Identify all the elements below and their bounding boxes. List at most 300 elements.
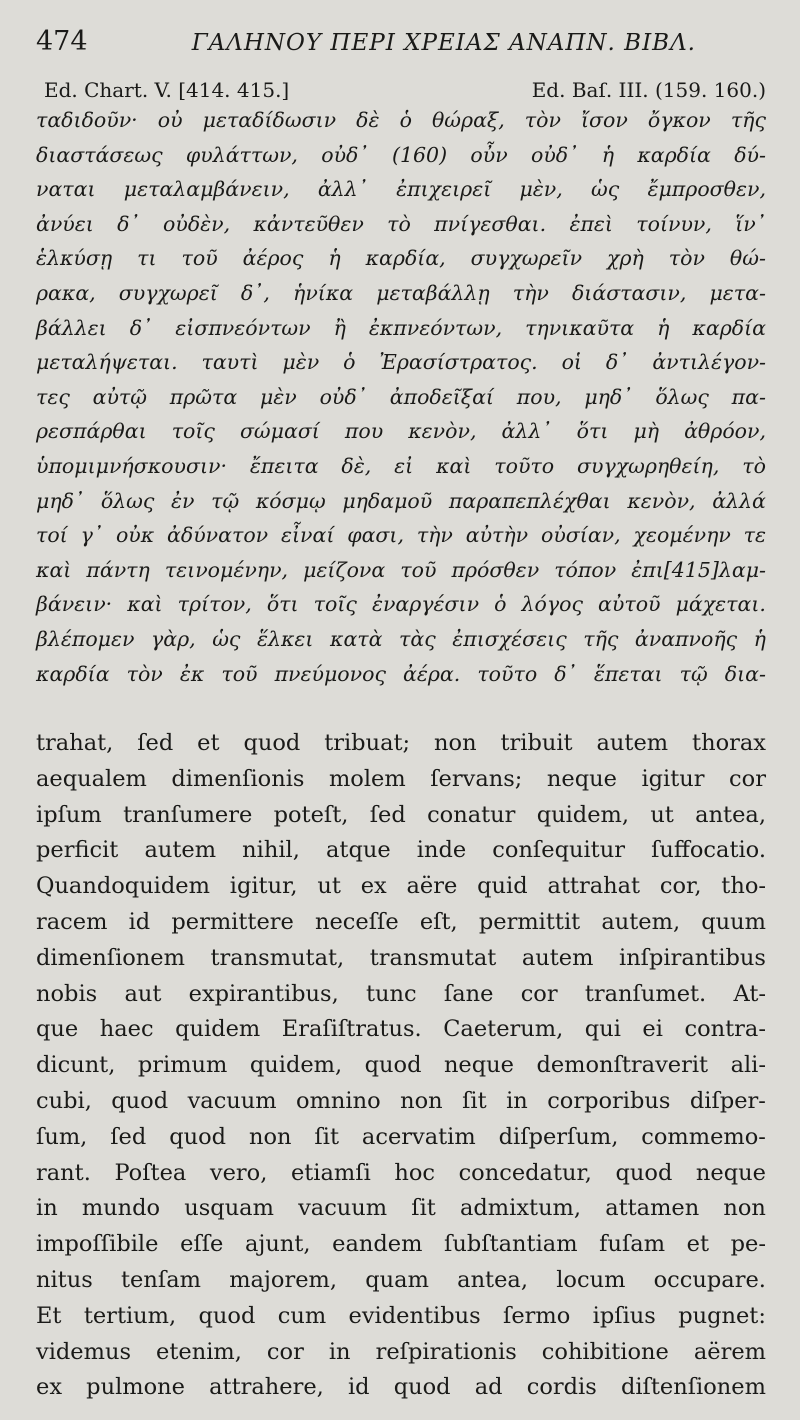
- word: transmutat,: [210, 944, 345, 971]
- word: transmutat: [369, 944, 497, 971]
- greek-text-line: [36, 142, 766, 173]
- word: corporibus: [547, 1088, 671, 1114]
- word: pe-: [730, 1231, 766, 1258]
- word: ἀποδεῖξαί: [389, 384, 494, 409]
- word: attrahere,: [209, 1374, 324, 1401]
- word: μετα-: [709, 281, 766, 305]
- word: tunc: [366, 980, 417, 1007]
- word: quod: [169, 1123, 227, 1150]
- edition-references: [36, 80, 766, 104]
- latin-text-line: [36, 732, 766, 762]
- word: οὐδὲν,: [163, 211, 231, 236]
- word: ρακα,: [36, 281, 96, 305]
- word: ἀλλ᾽: [317, 177, 368, 202]
- word: usquam: [184, 1195, 274, 1222]
- word: ταδιδοῦν·: [36, 108, 138, 132]
- word: tribuat;: [324, 730, 411, 756]
- word: quod: [243, 730, 301, 756]
- latin-text-line: [36, 1197, 766, 1227]
- word: κενὸν,: [408, 419, 477, 444]
- word: antea,: [695, 801, 766, 828]
- word: δ᾽: [129, 315, 153, 340]
- word: τε: [743, 523, 766, 548]
- word: Et: [36, 1302, 62, 1329]
- latin-text-line: [36, 1376, 766, 1406]
- word: ὅτι: [576, 419, 609, 444]
- basel-edition-ref: Ed. Baſ. III. (159. 160.): [531, 78, 766, 102]
- word: hoc: [394, 1159, 435, 1186]
- word: cor: [520, 980, 558, 1007]
- chartier-edition-ref: Ed. Chart. V. [414. 415.]: [44, 78, 290, 102]
- word: καρδία: [36, 661, 110, 686]
- latin-text-line: [36, 1159, 766, 1192]
- word: vacuum: [298, 1195, 388, 1222]
- word: nitus: [36, 1267, 93, 1293]
- word: aërem: [693, 1338, 766, 1365]
- word: τοί: [36, 523, 68, 548]
- word: συγχωρεῖ: [118, 281, 218, 305]
- word: τι: [137, 246, 157, 271]
- word: non: [400, 1088, 443, 1114]
- word: ἀναπνοῆς: [634, 627, 738, 651]
- word: eſſe: [180, 1231, 224, 1258]
- word: ἢ: [333, 315, 346, 340]
- greek-text-line: [36, 488, 766, 519]
- word: ταυτὶ: [201, 350, 259, 375]
- word: Quandoquidem: [36, 873, 210, 900]
- word: ſane: [443, 980, 494, 1007]
- word: id: [128, 909, 151, 935]
- word: eandem: [332, 1231, 423, 1258]
- word: attrahat: [547, 873, 641, 900]
- word: ſit: [411, 1195, 436, 1222]
- word: φυλάττων,: [185, 142, 298, 167]
- word: βάνειν·: [36, 592, 113, 617]
- word: permittit: [478, 909, 581, 935]
- word: τοῦ: [400, 557, 437, 582]
- word: ἀδύνατον: [167, 523, 269, 548]
- word: πρῶτα: [169, 384, 238, 409]
- word: τοῦ: [181, 246, 218, 271]
- word: τὸν: [668, 246, 705, 271]
- word: ἡ: [601, 142, 615, 167]
- word: igitur: [641, 765, 705, 792]
- word: δ᾽: [605, 350, 629, 375]
- word: dimenſionem: [36, 944, 185, 971]
- word: evidentibus: [348, 1302, 481, 1329]
- word: τὸ: [742, 454, 766, 478]
- word: neque: [443, 1052, 514, 1079]
- word: μεταλαμβάνειν,: [123, 177, 290, 202]
- word: tertium,: [83, 1302, 177, 1329]
- word: molem: [328, 765, 406, 792]
- word: ἀθρόον,: [684, 419, 766, 444]
- word: κόσμῳ: [255, 488, 326, 513]
- word: cohibitione: [541, 1338, 669, 1365]
- word: autem,: [601, 909, 681, 935]
- word: autem: [144, 837, 217, 864]
- word: haec: [99, 1016, 154, 1043]
- word: ὁ: [494, 592, 507, 617]
- word: ſuffocatio.: [651, 837, 766, 864]
- word: χρὴ: [607, 246, 644, 271]
- greek-text-line: [36, 352, 766, 380]
- word: tranſumere: [123, 801, 253, 828]
- word: τες: [36, 384, 70, 409]
- greek-text-line: [36, 384, 766, 415]
- word: cordis: [526, 1374, 597, 1401]
- word: μηδαμοῦ: [342, 488, 433, 513]
- word: ὅτι: [266, 592, 299, 617]
- latin-text-line: [36, 980, 766, 1013]
- word: καὶ: [127, 592, 163, 617]
- word: perficit: [36, 837, 119, 864]
- word: ρεσπάρθαι: [36, 419, 147, 444]
- word: τὸν: [524, 108, 561, 132]
- word: εἶναί: [280, 523, 335, 548]
- word: Ἐρασίστρατος.: [379, 350, 538, 375]
- word: antea,: [457, 1267, 528, 1293]
- word: eſt,: [419, 909, 458, 935]
- word: racem: [36, 909, 108, 935]
- word: μηδ᾽: [36, 488, 85, 513]
- word: ſit: [462, 1088, 487, 1114]
- word: ναται: [36, 177, 96, 202]
- word: μείζονα: [303, 557, 386, 582]
- word: φασι,: [347, 523, 404, 548]
- word: etenim,: [156, 1338, 242, 1365]
- word: ſed: [137, 730, 174, 756]
- greek-text-line: [36, 525, 766, 553]
- word: μὴ: [633, 419, 660, 444]
- word: ὅλως: [655, 384, 709, 409]
- word: δια-: [724, 661, 766, 686]
- word: quam: [365, 1267, 429, 1293]
- word: μὲν: [282, 350, 320, 375]
- word: ἔμπροσθεν,: [647, 177, 766, 202]
- latin-text-line: [36, 1054, 766, 1084]
- word: μεταδίδωσιν: [202, 108, 337, 132]
- word: contra-: [684, 1016, 766, 1043]
- word: ſum,: [36, 1123, 88, 1150]
- word: inde: [416, 837, 467, 864]
- word: ἐπιχειρεῖ: [396, 177, 492, 202]
- word: neceſſe: [315, 909, 399, 935]
- word: λόγος: [521, 592, 583, 617]
- word: δύ-: [734, 142, 766, 167]
- word: αὐτοῦ: [598, 592, 661, 617]
- word: συγχωρηθείη,: [577, 454, 720, 478]
- word: τοῦ: [221, 661, 258, 686]
- word: cor: [729, 765, 766, 792]
- word: δ᾽,: [240, 281, 270, 305]
- word: vacuum: [187, 1088, 277, 1114]
- word: πα-: [731, 384, 766, 409]
- word: primum: [137, 1052, 228, 1079]
- latin-text-line: [36, 1302, 766, 1335]
- word: οὐδ᾽: [531, 142, 579, 167]
- word: μὲν: [259, 384, 297, 409]
- word: τοίνυν,: [636, 211, 712, 236]
- word: admixtum,: [459, 1195, 582, 1222]
- word: non: [723, 1195, 766, 1222]
- word: cor,: [659, 873, 702, 900]
- word: ἡ: [328, 246, 341, 271]
- word: conſequitur: [492, 837, 625, 864]
- word: ἐπισχέσεις: [452, 627, 567, 651]
- word: thorax: [692, 730, 766, 756]
- word: πάντη: [86, 557, 150, 582]
- word: aequalem: [36, 765, 147, 792]
- word: τὴν: [416, 523, 453, 548]
- word: ὄγκον: [647, 108, 711, 132]
- word: id: [347, 1374, 370, 1401]
- word: ἐπεὶ: [569, 211, 613, 236]
- word: nihil,: [242, 837, 300, 864]
- word: ἀέρα.: [403, 661, 461, 686]
- word: τοῦτο: [494, 454, 555, 478]
- word: τοῖς: [171, 419, 215, 444]
- word: μηδ᾽: [584, 384, 633, 409]
- word: tribuit: [500, 730, 573, 756]
- word: ἡ: [753, 627, 766, 651]
- word: βάλλει: [36, 315, 107, 340]
- word: cubi,: [36, 1088, 92, 1114]
- latin-text-line: [36, 1233, 766, 1263]
- word: permittere: [171, 909, 294, 935]
- word: διαστάσεως: [36, 142, 163, 167]
- word: ſed: [369, 801, 406, 828]
- latin-text-line: [36, 1123, 766, 1156]
- word: τρίτον,: [177, 592, 252, 617]
- word: ἀλλά: [712, 488, 766, 513]
- word: fuſam: [599, 1231, 666, 1258]
- word: πνίγεσθαι.: [434, 211, 547, 236]
- word: τὸν: [126, 661, 163, 686]
- word: diſper-: [689, 1088, 766, 1114]
- word: χεομένην: [633, 523, 731, 548]
- word: ἴσον: [581, 108, 628, 132]
- word: μεταλήψεται.: [36, 350, 178, 375]
- word: που,: [516, 384, 562, 409]
- word: ali-: [730, 1052, 766, 1079]
- word: ὡς: [212, 627, 241, 651]
- word: οὐδ᾽: [321, 142, 369, 167]
- word: ἵν᾽: [735, 211, 766, 236]
- word: ipſum: [36, 801, 102, 828]
- word: τὸ: [387, 211, 411, 236]
- word: omnino: [296, 1088, 381, 1114]
- word: ἔπειτα: [249, 454, 319, 478]
- word: ad: [474, 1374, 503, 1401]
- latin-text-line: [36, 1338, 766, 1371]
- word: καρδία: [692, 315, 766, 340]
- word: inſpirantibus: [619, 944, 766, 971]
- word: τοῦτο: [477, 661, 538, 686]
- word: pulmone: [86, 1374, 185, 1401]
- word: Caeterum,: [443, 1016, 564, 1043]
- word: ὑπομιμνήσκουσιν·: [36, 454, 227, 478]
- word: οὐκ: [115, 523, 155, 548]
- latin-text-line: [36, 1090, 766, 1120]
- word: vero,: [209, 1159, 268, 1186]
- word: concedatur,: [458, 1159, 592, 1186]
- word: ἕλκει: [256, 627, 314, 651]
- word: cum: [277, 1302, 327, 1329]
- word: αὐτῷ: [92, 384, 147, 409]
- word: οὐ: [157, 108, 183, 132]
- word: ſubſtantiam: [444, 1231, 578, 1258]
- latin-text-line: [36, 765, 766, 798]
- word: βλέπομεν: [36, 627, 135, 651]
- word: ἕπεται: [593, 661, 663, 686]
- word: non: [434, 730, 477, 756]
- word: quidem,: [249, 1052, 343, 1079]
- word: ἐκπνεόντων,: [368, 315, 503, 340]
- word: quid: [477, 873, 528, 900]
- greek-text-line: [36, 594, 766, 622]
- word: atque: [326, 837, 391, 864]
- latin-text-line: [36, 875, 766, 905]
- word: πρόσθεν: [451, 557, 540, 582]
- page-number: 474: [36, 26, 88, 57]
- word: δ᾽: [554, 661, 577, 686]
- word: ἡνίκα: [293, 281, 354, 305]
- word: pugnet:: [678, 1302, 766, 1329]
- word: cor: [266, 1338, 304, 1365]
- word: μάχεται.: [675, 592, 766, 617]
- word: οὐδ᾽: [319, 384, 367, 409]
- word: ſermo: [503, 1302, 571, 1329]
- word: locum: [556, 1267, 626, 1293]
- word: ajunt,: [244, 1231, 311, 1258]
- word: etiamſi: [290, 1159, 371, 1186]
- word: οὐσίαν,: [541, 523, 621, 548]
- greek-text-line: [36, 248, 766, 276]
- word: καὶ: [436, 454, 472, 478]
- word: quum: [701, 909, 766, 935]
- word: poteſt,: [273, 801, 349, 828]
- word: ut: [317, 873, 341, 900]
- word: ei: [642, 1016, 663, 1043]
- word: aëre: [406, 873, 458, 900]
- word: expirantibus,: [188, 980, 339, 1007]
- word: θώ-: [729, 246, 766, 271]
- word: neque: [695, 1159, 766, 1186]
- word: ut: [650, 801, 674, 828]
- word: acervatim: [361, 1123, 476, 1150]
- word: μὲν,: [519, 177, 563, 202]
- word: diſtenſionem: [620, 1374, 766, 1401]
- latin-text-line: [36, 1018, 766, 1048]
- word: τηνικαῦτα: [525, 315, 635, 340]
- word: τεινομένην,: [164, 557, 289, 582]
- greek-text-line: [36, 421, 766, 449]
- word: commemo-: [641, 1123, 766, 1150]
- word: tho-: [721, 873, 766, 900]
- word: οἱ: [561, 350, 582, 375]
- word: ὅλως: [100, 488, 155, 513]
- word: ὡς: [591, 177, 620, 202]
- greek-text-line: [36, 283, 766, 311]
- word: ſervans;: [430, 765, 523, 792]
- greek-text-line: [36, 456, 766, 484]
- word: ἀντιλέγον-: [652, 350, 766, 375]
- word: ſit: [314, 1123, 339, 1150]
- word: μεταβάλλῃ: [376, 281, 490, 305]
- word: ὁ: [399, 108, 412, 132]
- word: igitur,: [229, 873, 298, 900]
- word: demonſtraverit: [536, 1052, 709, 1079]
- word: τῆς: [583, 627, 619, 651]
- word: autem: [521, 944, 594, 971]
- latin-text-line: [36, 1269, 766, 1299]
- word: κἀντεῦθεν: [253, 211, 364, 236]
- word: ipſius: [592, 1302, 656, 1329]
- word: ex: [36, 1374, 63, 1401]
- greek-text-line: [36, 110, 766, 138]
- latin-text-line: [36, 839, 766, 869]
- running-title: ΓΑΛΗΝΟΥ ΠΕΡΙ ΧΡΕΙΑΣ ΑΝΑΠΝ. ΒΙΒΛ.: [191, 30, 696, 56]
- word: ἡ: [657, 315, 670, 340]
- word: ſed: [110, 1123, 147, 1150]
- word: που: [344, 419, 384, 444]
- word: παραπεπλέχθαι: [448, 488, 611, 513]
- word: ἀέρος: [242, 246, 304, 271]
- word: τὰς: [399, 627, 436, 651]
- word: δὲ,: [341, 454, 372, 478]
- word: συγχωρεῖν: [470, 246, 583, 271]
- word: τοῖς: [313, 592, 357, 617]
- word: in: [328, 1338, 351, 1365]
- word: διάστασιν,: [571, 281, 687, 305]
- word: quod: [198, 1302, 256, 1329]
- word: tenſam: [121, 1267, 201, 1293]
- word: tranſumet.: [584, 980, 707, 1007]
- word: ἐναργέσιν: [371, 592, 480, 617]
- running-head: [36, 28, 766, 58]
- word: αὐτὴν: [465, 523, 529, 548]
- word: τῷ: [211, 488, 240, 513]
- word: δ᾽: [117, 211, 140, 236]
- word: mundo: [81, 1195, 161, 1222]
- word: εἰσπνεόντων: [175, 315, 311, 340]
- word: quod: [615, 1159, 673, 1186]
- word: ex: [360, 873, 387, 900]
- word: ἐν: [171, 488, 195, 513]
- word: τόπον: [554, 557, 617, 582]
- word: qui: [584, 1016, 621, 1043]
- word: ἑλκύσῃ: [36, 246, 113, 271]
- word: εἰ: [394, 454, 414, 478]
- word: οὖν: [470, 142, 508, 167]
- word: attamen: [605, 1195, 700, 1222]
- word: πνεύμονος: [274, 661, 386, 686]
- word: non: [248, 1123, 292, 1150]
- word: τῷ: [679, 661, 708, 686]
- word: γὰρ,: [151, 627, 196, 651]
- word: κενὸν,: [627, 488, 696, 513]
- word: (160): [391, 142, 448, 167]
- word: quod: [111, 1088, 169, 1114]
- word: autem: [596, 730, 669, 756]
- word: ἐπι[415]λαμ-: [631, 557, 766, 582]
- word: δὲ: [356, 108, 380, 132]
- latin-text-line: [36, 801, 766, 834]
- word: in: [506, 1088, 528, 1114]
- word: conatur: [427, 801, 516, 828]
- word: quidem,: [536, 801, 630, 828]
